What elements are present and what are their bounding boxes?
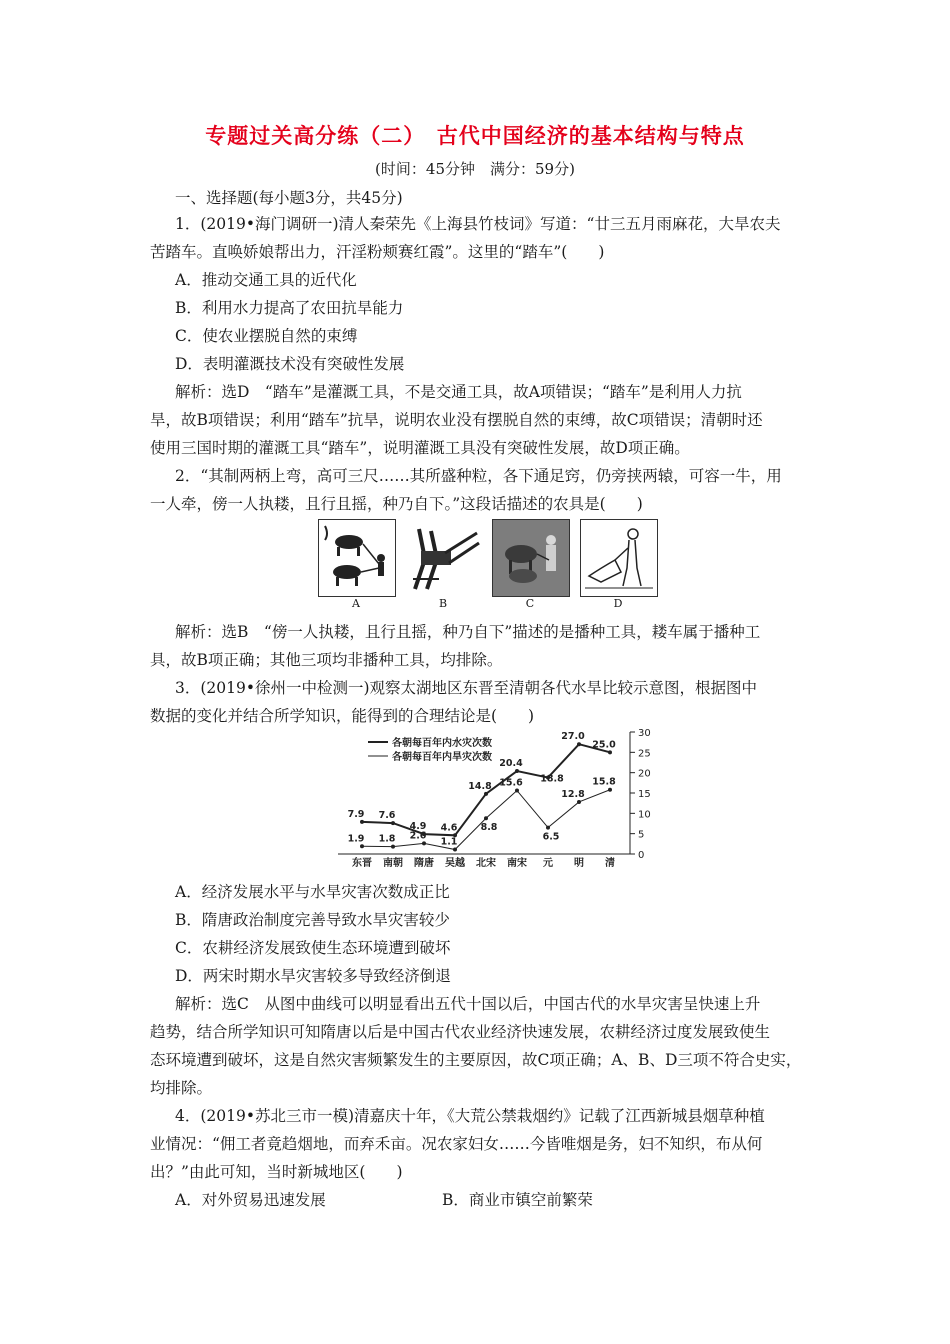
image-c-mural (492, 519, 570, 597)
flood-point (515, 769, 519, 773)
image-b-seed-drill (405, 519, 481, 595)
data-label: 12.8 (561, 788, 585, 800)
q1-analysis-line-2: 旱，故B项错误；利用“踏车”抗旱，说明农业没有摆脱自然的束缚，故C项错误；清朝时还 (150, 411, 763, 429)
q3-analysis-line-4: 均排除。 (150, 1079, 213, 1097)
x-tick-label: 隋唐 (414, 858, 434, 869)
data-label: 20.4 (499, 758, 523, 770)
q3-stem-line-1: 3．(2019•徐州一中检测一)观察太湖地区东晋至清朝各代水旱比较示意图，根据图中 (175, 679, 758, 697)
data-label: 4.6 (440, 822, 458, 834)
farm-tool-images (318, 519, 638, 611)
x-tick-label: 东晋 (352, 858, 372, 869)
q1-analysis-line-1: 解析：选D “踏车”是灌溉工具，不是交通工具，故A项错误；“踏车”是利用人力抗 (175, 383, 742, 401)
data-label: 27.0 (561, 731, 585, 743)
q3-option-b: B．隋唐政治制度完善导致水旱灾害较少 (175, 911, 450, 929)
y-tick-label: 10 (638, 809, 651, 821)
flood-point (577, 742, 581, 746)
x-tick-label: 南宋 (507, 858, 527, 869)
flood-point (608, 750, 612, 754)
drought-point (484, 816, 488, 820)
q4-stem-line-3: 出？”由此可知，当时新城地区( ) (150, 1163, 403, 1181)
q1-option-b: B．利用水力提高了农田抗旱能力 (175, 299, 404, 317)
data-label: 14.8 (468, 780, 492, 792)
data-label: 25.0 (592, 739, 616, 751)
q4-stem-line-1: 4．(2019•苏北三市一模)清嘉庆十年，《大荒公禁栽烟约》记载了江西新城县烟草种植 (175, 1107, 765, 1125)
q2-stem-line-1: 2．“其制两柄上弯，高可三尺……其所盛种粒，各下通足窍，仍旁挟两辕，可容一牛，用 (175, 467, 782, 485)
drought-point (453, 848, 457, 852)
drought-point (391, 845, 395, 849)
q1-analysis-line-3: 使用三国时期的灌溉工具“踏车”，说明灌溉工具没有突破性发展，故D项正确。 (150, 439, 690, 457)
q3-analysis-line-2: 趋势，结合所学知识可知隋唐以后是中国古代农业经济快速发展，农耕经济过度发展致使生 (150, 1023, 771, 1041)
data-label: 18.8 (540, 773, 564, 785)
image-d-plow (580, 519, 658, 597)
legend-drought-label: 各朝每百年内旱灾次数 (392, 752, 492, 763)
q4-stem-line-2: 业情况：“佣工者竟趋烟地，而弃禾亩。况农家妇女……今皆唯烟是务，妇不知织，布从何 (150, 1135, 763, 1153)
page-subtitle: (时间：45分钟 满分：59分) (375, 160, 575, 178)
y-tick-label: 20 (638, 768, 651, 780)
data-label: 7.6 (378, 810, 396, 822)
y-tick-label: 5 (638, 829, 645, 841)
y-tick-label: 30 (638, 728, 651, 739)
data-label: 7.9 (347, 808, 365, 820)
x-tick-label: 元 (543, 858, 553, 869)
data-label: 15.8 (592, 776, 616, 788)
x-tick-label: 清 (605, 858, 615, 869)
q3-option-c: C．农耕经济发展致使生态环境遭到破坏 (175, 939, 451, 957)
q1-option-a: A．推动交通工具的近代化 (175, 271, 357, 289)
flood-point (391, 821, 395, 825)
y-tick-label: 25 (638, 748, 651, 760)
image-label-a: A (352, 597, 360, 610)
q1-option-d: D．表明灌溉技术没有突破性发展 (175, 355, 405, 373)
q2-stem-line-2: 一人牵，傍一人执耧，且行且摇，种乃自下。”这段话描述的农具是( ) (150, 495, 643, 513)
drought-point (546, 826, 550, 830)
x-tick-label: 北宋 (476, 858, 496, 869)
image-label-d: D (613, 597, 623, 610)
q1-stem-line-2: 苦踏车。直唤娇娘帮出力，汗淫粉颊赛红霞”。这里的“踏车”( ) (150, 243, 605, 261)
data-label: 1.1 (440, 836, 458, 848)
q4-option-a: A．对外贸易迅速发展 (175, 1191, 326, 1209)
flood-point (360, 820, 364, 824)
image-a-ox-plowing (318, 519, 396, 597)
q3-stem-line-2: 数据的变化并结合所学知识，能得到的合理结论是( ) (150, 707, 535, 725)
data-label: 2.6 (409, 830, 427, 842)
q3-option-d: D．两宋时期水旱灾害较多导致经济倒退 (175, 967, 451, 985)
section-heading: 一、选择题(每小题3分，共45分) (175, 189, 403, 207)
drought-point (360, 844, 364, 848)
x-tick-label: 吴越 (445, 858, 465, 869)
flood-point (484, 792, 488, 796)
y-tick-label: 15 (638, 789, 651, 800)
image-label-b: B (438, 597, 448, 610)
data-label: 4.9 (409, 821, 427, 833)
data-label: 1.9 (347, 833, 365, 845)
x-tick-label: 南朝 (383, 858, 403, 869)
drought-point (515, 789, 519, 793)
x-tick-label: 明 (574, 858, 584, 869)
y-tick-label: 0 (638, 850, 645, 861)
q4-option-b: B．商业市镇空前繁荣 (442, 1191, 593, 1209)
legend-flood-label: 各朝每百年内水灾次数 (392, 738, 492, 749)
data-label: 15.6 (499, 777, 523, 789)
q1-stem-line-1: 1．(2019•海门调研一)清人秦荣先《上海县竹枝词》写道：“廿三五月雨麻花，大旱农夫 (175, 215, 781, 233)
drought-point (422, 841, 426, 845)
chart-svg (338, 722, 658, 870)
q3-option-a: A．经济发展水平与水旱灾害次数成正比 (175, 883, 450, 901)
q3-analysis-line-3: 态环境遭到破坏，这是自然灾害频繁发生的主要原因，故C项正确；A、B、D三项不符合史实， (150, 1051, 802, 1069)
data-label: 1.8 (378, 833, 396, 845)
q2-analysis-line-1: 解析：选B “傍一人执耧，且行且摇，种乃自下”描述的是播种工具，耧车属于播种工 (175, 623, 761, 641)
q2-analysis-line-2: 具，故B项正确；其他三项均非播种工具，均排除。 (150, 651, 503, 669)
drought-point (608, 788, 612, 792)
data-label: 8.8 (480, 822, 498, 834)
image-label-c: C (525, 597, 535, 610)
page-title: 专题过关高分练（二） 古代中国经济的基本结构与特点 (205, 124, 745, 148)
q1-option-c: C．使农业摆脱自然的束缚 (175, 327, 358, 345)
flood-drought-chart (338, 722, 658, 870)
q3-analysis-line-1: 解析：选C 从图中曲线可以明显看出五代十国以后，中国古代的水旱灾害呈快速上升 (175, 995, 761, 1013)
data-label: 6.5 (542, 831, 560, 843)
drought-point (577, 800, 581, 804)
